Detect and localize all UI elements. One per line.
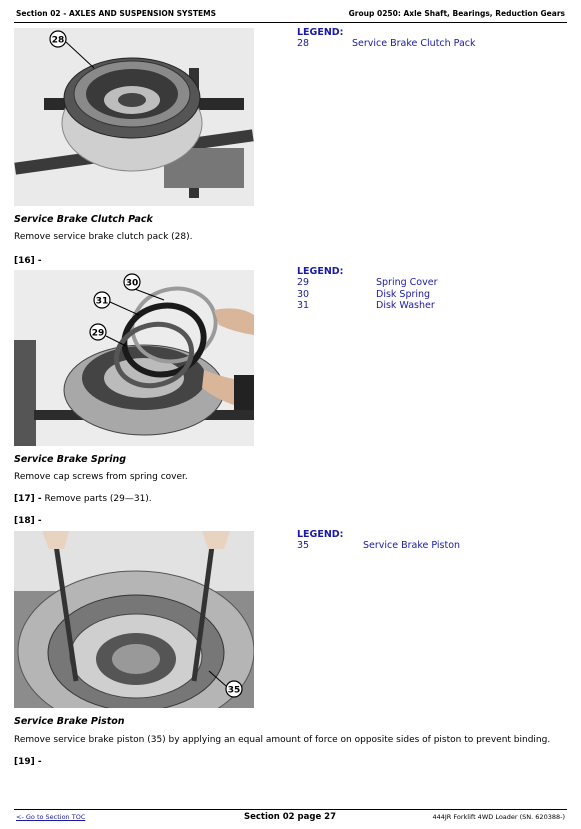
- callout-28: 28: [51, 35, 65, 46]
- legend-row: [297, 540, 527, 552]
- step-17: [17] - Remove parts (29—31).: [14, 494, 152, 504]
- subheading-brake-spring: Service Brake Spring: [14, 454, 127, 465]
- legend-row: [297, 38, 527, 50]
- callout-30: 30: [125, 278, 139, 289]
- legend-block-2: [297, 266, 527, 312]
- step-number: [19] -: [14, 757, 42, 767]
- instruction-text: Remove service brake piston (35) by applying an equal amount of force on opposite sides of piston to prevent binding.: [14, 735, 551, 745]
- legend-number: 28: [297, 38, 310, 49]
- page-number: Section 02 page 27: [244, 812, 336, 822]
- legend-number: 31: [297, 300, 310, 311]
- legend-description: Service Brake Piston: [363, 540, 461, 551]
- page-header: [14, 8, 567, 23]
- photo-brake-piston: [14, 531, 254, 708]
- group-title: Group 0250: Axle Shaft, Bearings, Reduction Gears: [348, 9, 565, 18]
- legend-title: LEGEND:: [297, 266, 344, 277]
- legend-description: Service Brake Clutch Pack: [352, 38, 476, 49]
- callout-31: 31: [95, 296, 109, 307]
- photo-clutch-pack: [14, 28, 254, 206]
- section-title: Section 02 - AXLES AND SUSPENSION SYSTEMS: [16, 9, 216, 18]
- section-toc-link[interactable]: <- Go to Section TOC: [16, 813, 86, 821]
- legend-number: 35: [297, 540, 310, 551]
- legend-row: [297, 289, 527, 301]
- step-number: [18] -: [14, 516, 42, 526]
- legend-description: Disk Spring: [376, 288, 431, 300]
- subheading-clutch-pack: Service Brake Clutch Pack: [14, 214, 153, 225]
- legend-number: 30: [297, 288, 310, 300]
- legend-block-3: [297, 529, 527, 552]
- callout-35: 35: [227, 685, 241, 696]
- legend-number: 29: [297, 277, 310, 288]
- step-number: [16] -: [14, 256, 42, 266]
- subheading-brake-piston: Service Brake Piston: [14, 716, 125, 727]
- callout-29: 29: [91, 328, 105, 339]
- photo-brake-spring: [14, 270, 254, 446]
- legend-description: Spring Cover: [376, 277, 438, 288]
- legend-title: LEGEND:: [297, 27, 344, 38]
- instruction-text: Remove cap screws from spring cover.: [14, 472, 188, 482]
- legend-description: Disk Washer: [376, 300, 435, 311]
- model-label: 444JR Forklift 4WD Loader (SN. 620388-): [432, 813, 565, 821]
- instruction-text: Remove service brake clutch pack (28).: [14, 232, 193, 242]
- legend-row: [297, 300, 527, 312]
- page-footer: [14, 809, 567, 826]
- legend-block-1: [297, 27, 527, 50]
- legend-row: [297, 277, 527, 289]
- legend-title: LEGEND:: [297, 529, 344, 540]
